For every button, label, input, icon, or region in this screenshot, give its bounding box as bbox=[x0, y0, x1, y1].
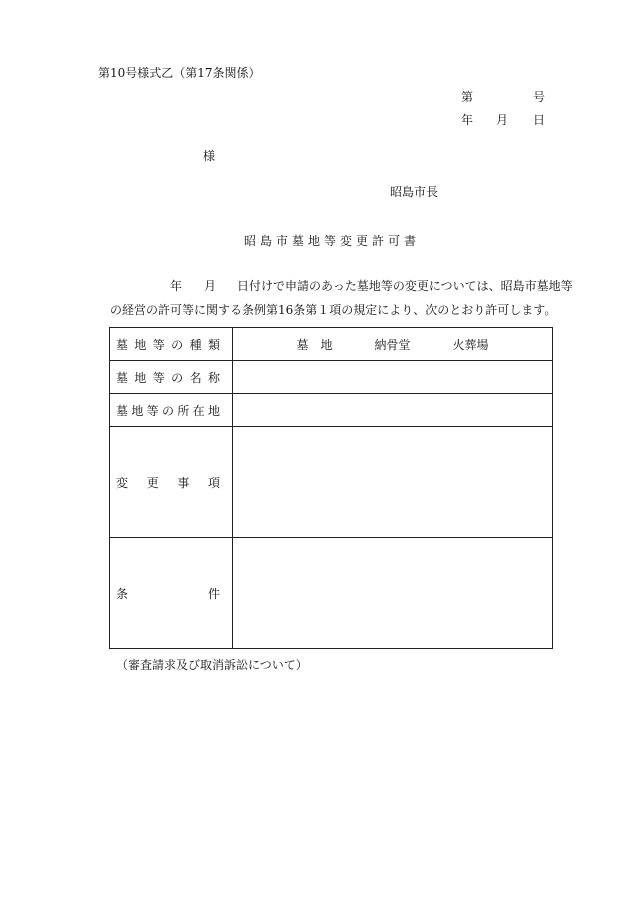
body-line1: 日付けで申請のあった墓地等の変更については、昭島市墓地等 bbox=[237, 279, 573, 293]
date-year: 年 bbox=[461, 113, 474, 127]
conditions-label: 条 件 bbox=[116, 586, 220, 601]
body-year: 年 bbox=[170, 279, 183, 293]
name-value-cell bbox=[233, 361, 553, 394]
document-title: 昭島市墓地等変更許可書 bbox=[244, 234, 421, 248]
changes-label: 変 更 事 項 bbox=[116, 475, 220, 490]
body-month: 月 bbox=[204, 279, 217, 293]
location-label-cell bbox=[110, 394, 233, 427]
table-row-changes bbox=[110, 427, 553, 538]
name-label-cell bbox=[110, 361, 233, 394]
location-label: 墓 地 等 の 所 在 地 bbox=[116, 403, 220, 418]
table-row-location bbox=[110, 394, 553, 427]
permit-table bbox=[109, 327, 553, 649]
table-row-conditions bbox=[110, 538, 553, 649]
table-row-name bbox=[110, 361, 553, 394]
date-month: 月 bbox=[496, 113, 509, 127]
addressee-suffix: 様 bbox=[203, 149, 216, 163]
type-label-cell bbox=[110, 328, 233, 361]
location-value-cell bbox=[233, 394, 553, 427]
type-options-cell bbox=[233, 328, 553, 361]
form-id: 第10号様式乙（第17条関係） bbox=[98, 66, 261, 80]
issuer: 昭島市長 bbox=[390, 185, 439, 199]
conditions-label-cell bbox=[110, 538, 233, 649]
option-cemetery: 墓 地 bbox=[296, 337, 333, 352]
changes-value-cell bbox=[233, 427, 553, 538]
option-ossuary: 納骨堂 bbox=[374, 337, 411, 352]
number-suffix: 号 bbox=[533, 90, 546, 104]
conditions-value-cell bbox=[233, 538, 553, 649]
changes-label-cell bbox=[110, 427, 233, 538]
date-day: 日 bbox=[533, 113, 546, 127]
name-label: 墓 地 等 の 名 称 bbox=[116, 370, 220, 385]
appeal-note: （審査請求及び取消訴訟について） bbox=[116, 658, 308, 672]
body-line2: の経営の許可等に関する条例第16条第１項の規定により、次のとおり許可します。 bbox=[110, 303, 557, 317]
table-row-type bbox=[110, 328, 553, 361]
number-label: 第 bbox=[461, 90, 474, 104]
type-label: 墓 地 等 の 種 類 bbox=[116, 337, 220, 352]
option-crematorium: 火葬場 bbox=[452, 337, 489, 352]
